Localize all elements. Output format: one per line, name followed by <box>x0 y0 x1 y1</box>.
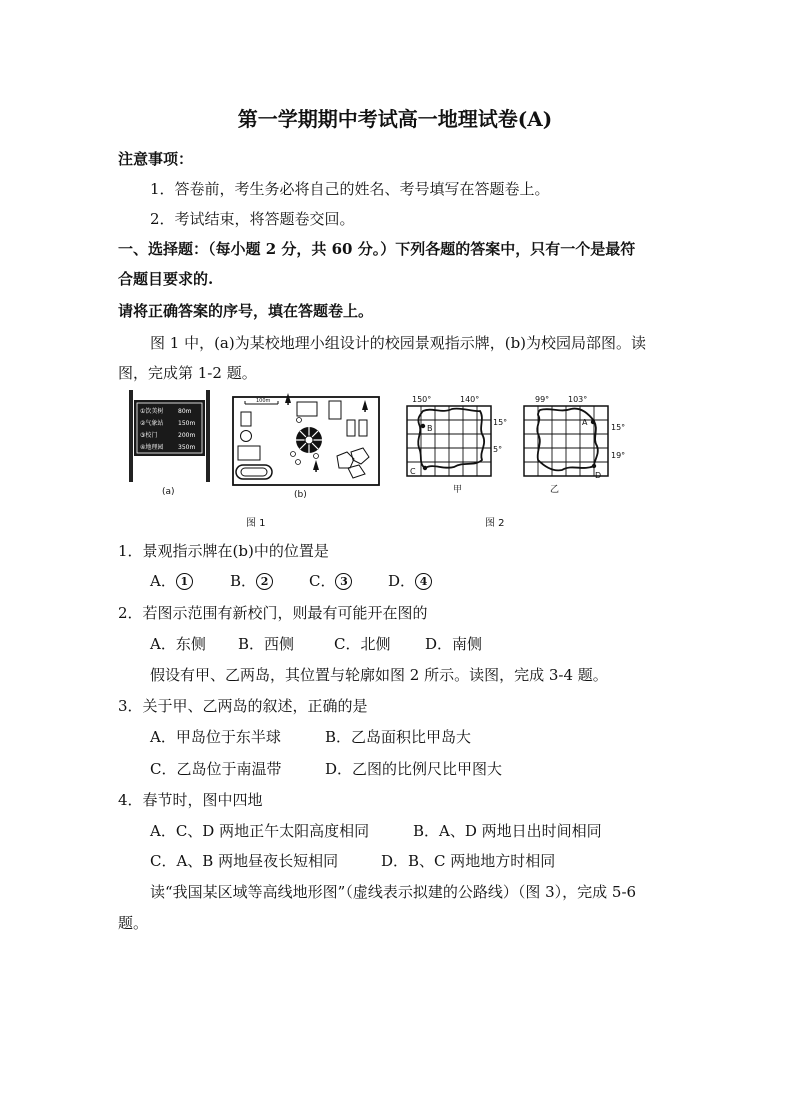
sign-line-3: ③校门 <box>140 432 158 439</box>
yi-name: 乙 <box>550 485 560 495</box>
sign-value-1: 80m <box>178 408 192 415</box>
intro1-line2: 图，完成第 1-2 题。 <box>118 364 257 382</box>
island-yi-map <box>524 395 625 495</box>
figure1-label-a: (a) <box>162 487 175 497</box>
q4-option-d: D．B、C 两地地方时相同 <box>381 852 556 870</box>
figure1-caption: 图 1 <box>246 518 266 529</box>
yi-lon-right: 103° <box>568 395 588 404</box>
circled-number-icon: 4 <box>415 573 432 590</box>
q3-option-b: B．乙岛面积比甲岛大 <box>325 728 472 746</box>
circled-number-icon: 1 <box>176 573 193 590</box>
campus-map <box>233 393 379 500</box>
q2-option-c: C．北侧 <box>334 635 391 653</box>
yi-point-d: D <box>595 471 602 480</box>
yi-lat-top: 15° <box>611 423 626 432</box>
q1-option-a <box>150 570 193 591</box>
sign-board <box>129 390 210 497</box>
q2-option-b: B．西侧 <box>238 635 295 653</box>
island-jia-map <box>407 395 507 495</box>
section1-line3: 请将正确答案的序号，填在答题卷上。 <box>118 302 374 320</box>
q1-stem: 1．景观指示牌在(b)中的位置是 <box>118 542 329 560</box>
jia-point-b: B <box>427 424 433 433</box>
yi-lat-bottom: 19° <box>611 451 626 460</box>
q4-option-a: A．C、D 两地正午太阳高度相同 <box>150 822 370 840</box>
q4-option-b: B．A、D 两地日出时间相同 <box>413 822 602 840</box>
jia-lat-top: 15° <box>493 418 508 427</box>
q2-stem: 2．若图示范围有新校门，则最有可能开在图的 <box>118 604 428 622</box>
jia-name: 甲 <box>453 485 463 495</box>
section1-line2: 合题目要求的. <box>118 270 214 288</box>
notice-item-2: 2．考试结束，将答题卷交回。 <box>150 210 355 228</box>
figure1-label-b: (b) <box>294 490 307 500</box>
jia-point-c: C <box>410 467 416 476</box>
q2-option-d: D．南侧 <box>425 635 483 653</box>
yi-lon-left: 99° <box>535 395 550 404</box>
notice-heading: 注意事项： <box>118 150 194 168</box>
circled-number-icon: 3 <box>335 573 352 590</box>
sign-line-1: ①饮美树 <box>140 408 164 415</box>
intro2: 假设有甲、乙两岛，其位置与轮廓如图 2 所示。读图，完成 3-4 题。 <box>150 666 608 684</box>
section1-line1: 一、选择题：（每小题 2 分，共 60 分。）下列各题的答案中，只有一个是最符 <box>118 240 636 258</box>
intro1-line1: 图 1 中，(a)为某校地理小组设计的校园景观指示牌，(b)为校园局部图。读 <box>150 334 647 352</box>
q1-option-b <box>230 570 273 591</box>
intro3-line2: 题。 <box>118 914 149 932</box>
jia-lat-bottom: 5° <box>493 445 503 454</box>
q3-stem: 3．关于甲、乙两岛的叙述，正确的是 <box>118 697 368 715</box>
figures-illustration <box>120 388 640 538</box>
q1-option-c <box>309 570 352 591</box>
sign-value-2: 150m <box>178 420 196 427</box>
option-letter: B． <box>230 572 257 590</box>
circled-number-icon: 2 <box>256 573 273 590</box>
jia-lon-left: 150° <box>412 395 432 404</box>
jia-lon-right: 140° <box>460 395 480 404</box>
map-scale: 100m <box>256 398 271 404</box>
figure2-caption: 图 2 <box>485 518 505 529</box>
q4-stem: 4．春节时，图中四地 <box>118 791 263 809</box>
option-letter: C． <box>309 572 336 590</box>
sign-line-2: ②气象站 <box>140 420 164 427</box>
q1-option-d <box>388 570 432 591</box>
yi-point-a: A <box>582 418 588 427</box>
intro3-line1: 读“我国某区域等高线地形图”（虚线表示拟建的公路线）（图 3），完成 5-6 <box>150 883 637 901</box>
option-letter: D． <box>388 572 416 590</box>
q3-option-a: A．甲岛位于东半球 <box>150 728 281 746</box>
exam-title: 第一学期期中考试高一地理试卷(A) <box>237 107 553 131</box>
sign-line-4: ④地理园 <box>140 444 164 451</box>
notice-item-1: 1．答卷前，考生务必将自己的姓名、考号填写在答题卷上。 <box>150 180 550 198</box>
q3-option-d: D．乙图的比例尺比甲图大 <box>325 760 503 778</box>
q2-option-a: A．东侧 <box>150 635 206 653</box>
q3-option-c: C．乙岛位于南温带 <box>150 760 282 778</box>
option-letter: A． <box>150 572 176 590</box>
sign-value-3: 200m <box>178 432 196 439</box>
q4-option-c: C．A、B 两地昼夜长短相同 <box>150 852 339 870</box>
sign-value-4: 350m <box>178 444 196 451</box>
